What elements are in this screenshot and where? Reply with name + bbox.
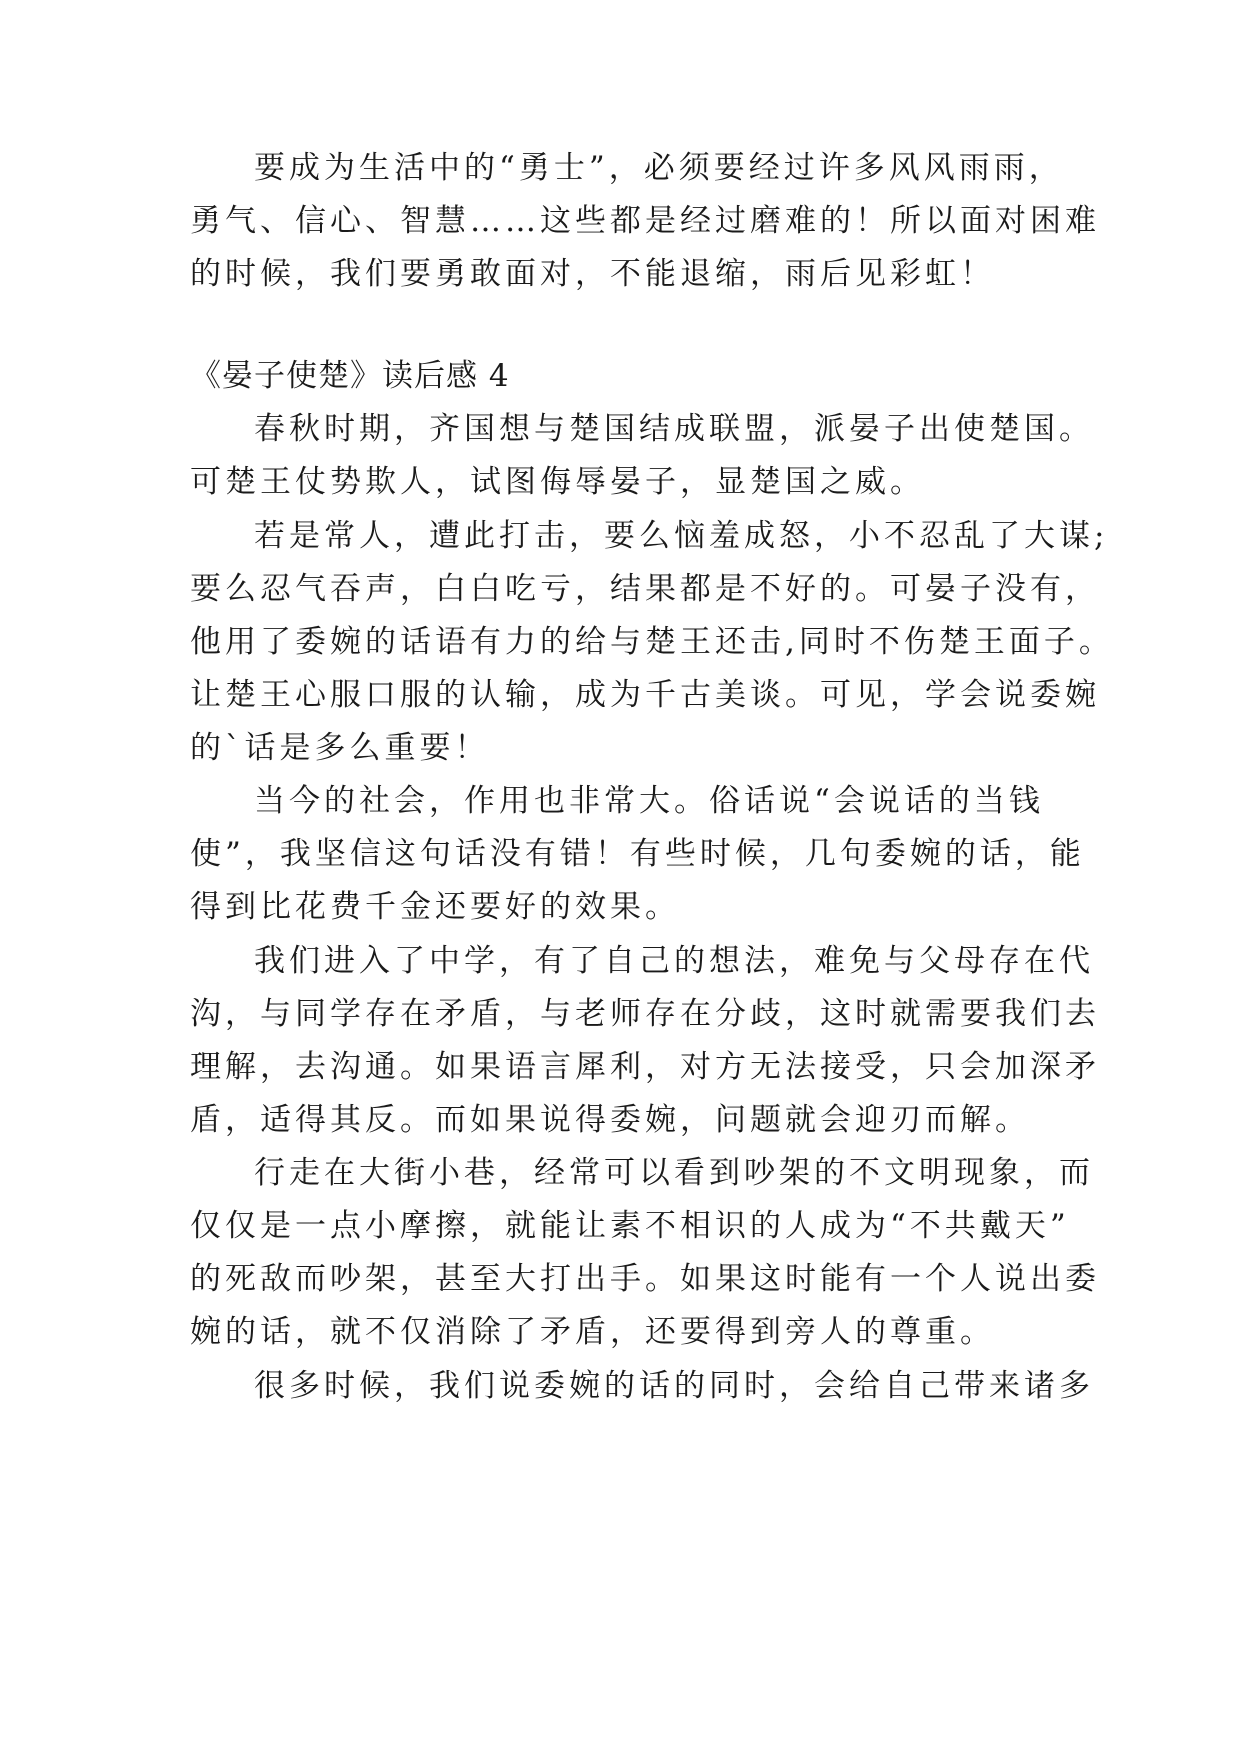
paragraph-line: 当今的社会，作用也非常大。俗话说“会说话的当钱 xyxy=(254,783,1044,819)
paragraph-line: 的时候，我们要勇敢面对，不能退缩，雨后见彩虹！ xyxy=(190,256,995,292)
paragraph-line: 要成为生活中的“勇士”，必须要经过许多风风雨雨， xyxy=(254,150,1064,186)
paragraph-line: 春秋时期，齐国想与楚国结成联盟，派晏子出使楚国。 xyxy=(254,411,1094,447)
paragraph-line: 的`话是多么重要！ xyxy=(190,730,490,766)
paragraph-line: 很多时候，我们说委婉的话的同时，会给自己带来诸多 xyxy=(254,1368,1094,1404)
paragraph-line: 的死敌而吵架，甚至大打出手。如果这时能有一个人说出委 xyxy=(190,1261,1100,1297)
paragraph-line: 他用了委婉的话语有力的给与楚王还击,同时不伤楚王面子。 xyxy=(190,624,1114,660)
paragraph-line: 行走在大街小巷，经常可以看到吵架的不文明现象，而 xyxy=(254,1155,1094,1191)
paragraph-line: 仅仅是一点小摩擦，就能让素不相识的人成为“不共戴天” xyxy=(190,1208,1070,1244)
paragraph-line: 可楚王仗势欺人，试图侮辱晏子，显楚国之威。 xyxy=(190,464,925,500)
paragraph-line: 要么忍气吞声，白白吃亏，结果都是不好的。可晏子没有， xyxy=(190,571,1100,607)
paragraph-line: 盾，适得其反。而如果说得委婉，问题就会迎刃而解。 xyxy=(190,1102,1030,1138)
paragraph-line: 得到比花费千金还要好的效果。 xyxy=(190,889,680,925)
paragraph-line: 沟，与同学存在矛盾，与老师存在分歧，这时就需要我们去 xyxy=(190,996,1100,1032)
paragraph-line: 使”，我坚信这句话没有错！有些时候，几句委婉的话，能 xyxy=(190,836,1085,872)
paragraph-line: 婉的话，就不仅消除了矛盾，还要得到旁人的尊重。 xyxy=(190,1314,995,1350)
paragraph-line: 让楚王心服口服的认输，成为千古美谈。可见，学会说委婉 xyxy=(190,677,1100,713)
paragraph-line: 若是常人，遭此打击，要么恼羞成怒，小不忍乱了大谋; xyxy=(254,518,1109,554)
paragraph-line: 勇气、信心、智慧……这些都是经过磨难的！所以面对困难 xyxy=(190,203,1100,239)
paragraph-line: 理解，去沟通。如果语言犀利，对方无法接受，只会加深矛 xyxy=(190,1049,1100,1085)
paragraph-line: 我们进入了中学，有了自己的想法，难免与父母存在代 xyxy=(254,943,1094,979)
section-heading: 《晏子使楚》读后感 4 xyxy=(190,358,510,394)
